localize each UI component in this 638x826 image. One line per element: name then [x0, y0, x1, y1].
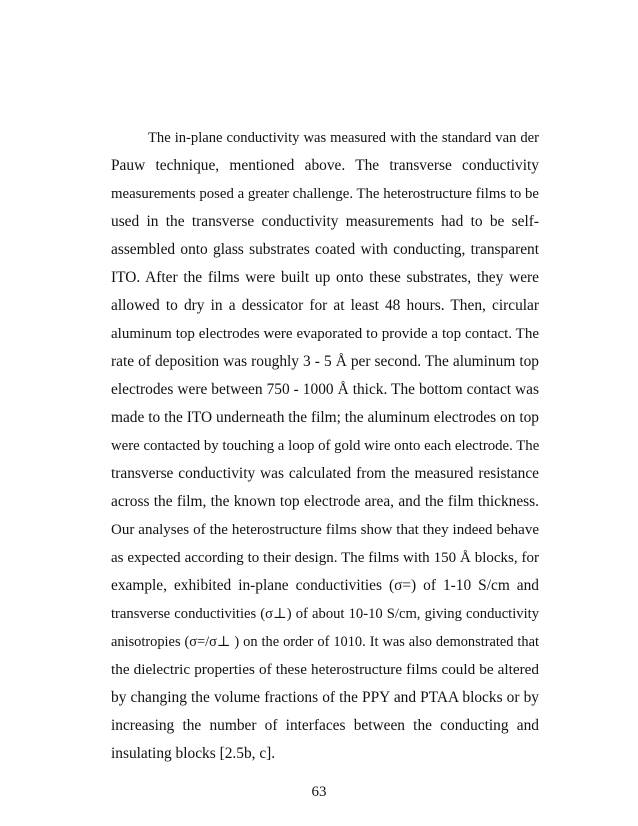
text-line: aluminum top electrodes were evaporated to provide a top contact. The	[111, 326, 539, 342]
text-line: insulating blocks [2.5b, c].	[111, 745, 276, 762]
text-line: electrodes were between 750 - 1000 Å thick. The bottom contact was	[111, 381, 539, 398]
text-line: the dielectric properties of these heterostructure films could be altered	[111, 661, 539, 678]
text-line: were contacted by touching a loop of gold wire onto each electrode. The	[111, 438, 540, 454]
page-number: 63	[311, 784, 327, 800]
text-line: The in-plane conductivity was measured with the standard van der	[148, 130, 539, 146]
text-line: measurements posed a greater challenge. The heterostructure films to be	[111, 186, 539, 202]
text-line: by changing the volume fractions of the PPY and PTAA blocks or by	[111, 689, 539, 706]
text-line: assembled onto glass substrates coated with conducting, transparent	[111, 241, 539, 258]
text-line: example, exhibited in-plane conductivities (σ=) of 1-10 S/cm and	[111, 577, 539, 594]
text-line: across the film, the known top electrode area, and the film thickness.	[111, 493, 539, 510]
text-line: rate of deposition was roughly 3 - 5 Å per second. The aluminum top	[111, 353, 539, 370]
text-line: used in the transverse conductivity measurements had to be self-	[111, 213, 539, 230]
body-paragraph	[111, 124, 539, 768]
text-line: increasing the number of interfaces between the conducting and	[111, 717, 539, 734]
text-line: made to the ITO underneath the film; the aluminum electrodes on top	[111, 409, 539, 426]
text-line: as expected according to their design. The films with 150 Å blocks, for	[111, 550, 539, 566]
text-line: transverse conductivities (σ⊥) of about 10-10 S/cm, giving conductivity	[111, 606, 539, 622]
text-line: transverse conductivity was calculated from the measured resistance	[111, 465, 539, 482]
text-line: allowed to dry in a dessicator for at least 48 hours. Then, circular	[111, 297, 539, 314]
text-line: Pauw technique, mentioned above. The transverse conductivity	[111, 157, 539, 174]
text-line: anisotropies (σ=/σ⊥ ) on the order of 1010. It was also demonstrated that	[111, 634, 539, 650]
text-line: Our analyses of the heterostructure films show that they indeed behave	[111, 522, 539, 538]
text-line: ITO. After the films were built up onto these substrates, they were	[111, 269, 539, 286]
